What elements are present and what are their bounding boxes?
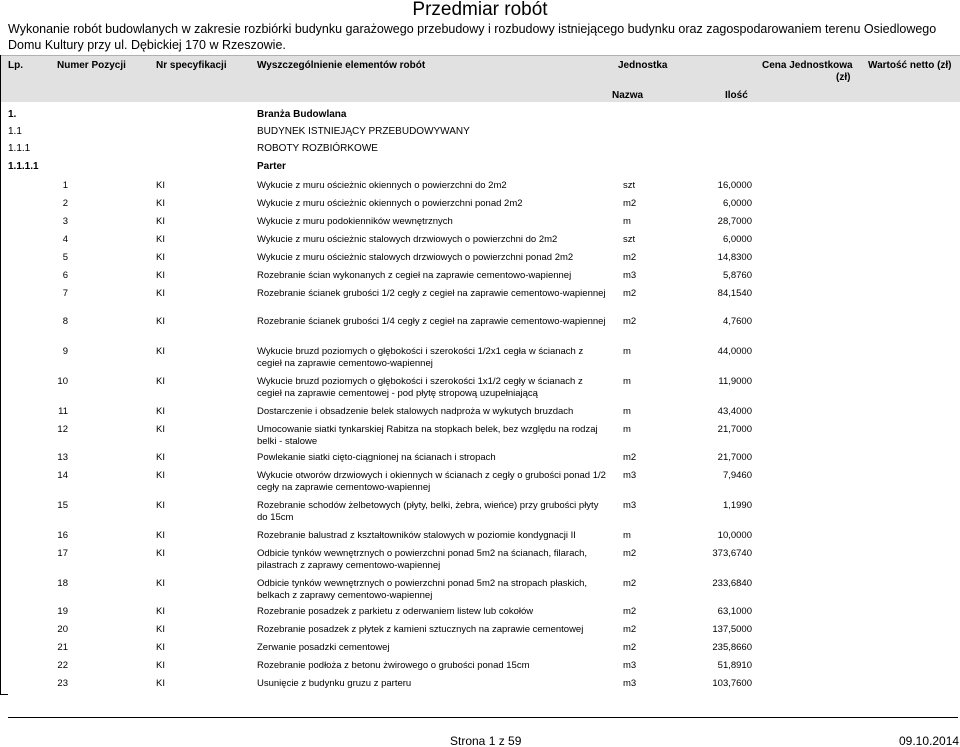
row-quantity: 4,7600 xyxy=(722,316,752,327)
row-lp: 3 xyxy=(62,216,68,227)
row-quantity: 84,1540 xyxy=(717,288,752,299)
header-numer-pozycji: Numer Pozycji xyxy=(57,60,126,71)
print-date: 09.10.2014 xyxy=(899,734,960,747)
row-nr-specyfikacji: KI xyxy=(156,406,165,417)
row-quantity: 1,1990 xyxy=(722,500,752,511)
row-description: Odbicie tynków wewnętrznych o powierzchni ponad 5m2 na ścianach, filarach, pilastrach z zaprawy cementowo-wapiennej xyxy=(257,548,588,571)
row-lp: 14 xyxy=(57,470,68,481)
section-label: Parter xyxy=(257,161,286,172)
row-unit: m3 xyxy=(623,500,637,511)
row-nr-specyfikacji: KI xyxy=(156,500,165,511)
row-lp: 16 xyxy=(57,530,68,541)
row-nr-specyfikacji: KI xyxy=(156,234,165,245)
header-wyszczegolnienie: Wyszczególnienie elementów robót xyxy=(257,60,426,71)
row-lp: 6 xyxy=(62,270,68,281)
row-nr-specyfikacji: KI xyxy=(156,270,165,281)
row-description: Wykucie z muru ościeżnic okiennych o powierzchni ponad 2m2 xyxy=(257,198,523,209)
row-unit: m2 xyxy=(623,548,637,559)
row-lp: 17 xyxy=(57,548,68,559)
row-quantity: 373,6740 xyxy=(712,548,752,559)
row-quantity: 44,0000 xyxy=(717,346,752,357)
header-nr-specyfikacji: Nr specyfikacji xyxy=(156,60,227,71)
row-unit: m2 xyxy=(623,624,637,635)
row-nr-specyfikacji: KI xyxy=(156,606,165,617)
header-jednostka: Jednostka xyxy=(618,60,668,71)
project-description: Wykonanie robót budowlanych w zakresie rozbiórki budynku garażowego przebudowy i rozbudowy istniejącego budynku oraz zagospodarowaniem terenu Osiedlowego Domu Kultury przy ul. Dębickiej 170 w Rzeszowie. xyxy=(8,22,937,52)
row-description: Wykucie z muru ościeżnic okiennych o powierzchni do 2m2 xyxy=(257,180,507,191)
row-quantity: 103,7600 xyxy=(712,678,752,689)
row-quantity: 7,9460 xyxy=(722,470,752,481)
section-label: BUDYNEK ISTNIEJĄCY PRZEBUDOWYWANY xyxy=(257,126,470,137)
row-description: Powlekanie siatki cięto-ciągnionej na ścianach i stropach xyxy=(257,452,496,463)
row-description: Rozebranie posadzek z parkietu z oderwaniem listew lub cokołów xyxy=(257,606,534,617)
row-lp: 8 xyxy=(62,316,68,327)
row-nr-specyfikacji: KI xyxy=(156,642,165,653)
row-unit: m xyxy=(623,406,631,417)
row-nr-specyfikacji: KI xyxy=(156,624,165,635)
row-description: Wykucie bruzd poziomych o głębokości i szerokości 1/2x1 cegła w ścianach z cegieł na zaprawie cementowo-wapiennej xyxy=(257,346,584,369)
row-description: Rozebranie ścian wykonanych z cegieł na zaprawie cementowo-wapiennej xyxy=(257,270,572,281)
row-description: Rozebranie podłoża z betonu żwirowego o grubości ponad 15cm xyxy=(257,660,530,671)
row-lp: 1 xyxy=(62,180,68,191)
row-lp: 23 xyxy=(57,678,68,689)
row-quantity: 137,5000 xyxy=(712,624,752,635)
row-unit: m xyxy=(623,376,631,387)
footer-divider xyxy=(8,717,958,718)
row-nr-specyfikacji: KI xyxy=(156,678,165,689)
row-unit: m xyxy=(623,424,631,435)
row-lp: 18 xyxy=(57,578,68,589)
row-nr-specyfikacji: KI xyxy=(156,530,165,541)
row-nr-specyfikacji: KI xyxy=(156,470,165,481)
row-unit: m3 xyxy=(623,270,637,281)
header-nazwa: Nazwa xyxy=(612,90,644,101)
header-wartosc-netto: Wartość netto (zł) xyxy=(868,60,952,71)
row-quantity: 10,0000 xyxy=(717,530,752,541)
row-description: Rozebranie balustrad z kształtowników stalowych w poziomie kondygnacji II xyxy=(257,530,576,541)
header-ilosc: Ilość xyxy=(725,90,748,101)
section-label: Branża Budowlana xyxy=(257,109,347,120)
row-lp: 11 xyxy=(58,406,68,417)
row-unit: szt xyxy=(623,234,636,245)
row-unit: m3 xyxy=(623,678,637,689)
row-lp: 20 xyxy=(57,624,68,635)
row-nr-specyfikacji: KI xyxy=(156,180,165,191)
section-label: ROBOTY ROZBIÓRKOWE xyxy=(257,143,378,154)
row-unit: szt xyxy=(623,180,636,191)
row-description: Wykucie otworów drzwiowych i okiennych w ścianach z cegły o grubości ponad 1/2 cegły na zaprawie cementowo-wapiennej xyxy=(257,470,606,493)
row-nr-specyfikacji: KI xyxy=(156,346,165,357)
row-quantity: 11,9000 xyxy=(718,376,752,387)
section-number: 1.1 xyxy=(8,126,22,137)
row-quantity: 235,8660 xyxy=(712,642,752,653)
row-description: Rozebranie schodów żelbetowych (płyty, belki, żebra, wieńce) przy grubości płyty do 15cm xyxy=(257,500,599,523)
table-header xyxy=(0,55,960,102)
row-nr-specyfikacji: KI xyxy=(156,548,165,559)
row-description: Usunięcie z budynku gruzu z parteru xyxy=(257,678,412,689)
row-quantity: 5,8760 xyxy=(722,270,752,281)
row-description: Rozebranie ścianek grubości 1/2 cegły z cegieł na zaprawie cementowo-wapiennej xyxy=(257,288,606,299)
row-nr-specyfikacji: KI xyxy=(156,376,165,387)
row-unit: m3 xyxy=(623,660,637,671)
row-description: Wykucie z muru ościeżnic stalowych drzwiowych o powierzchni do 2m2 xyxy=(257,234,558,245)
section-number: 1. xyxy=(8,109,17,120)
row-unit: m2 xyxy=(623,452,637,463)
row-lp: 15 xyxy=(57,500,68,511)
row-description: Odbicie tynków wewnętrznych o powierzchni ponad 5m2 na stropach płaskich, belkach z zaprawy cementowo-wapiennej xyxy=(257,578,588,601)
row-nr-specyfikacji: KI xyxy=(156,216,165,227)
row-quantity: 14,8300 xyxy=(717,252,752,263)
row-lp: 7 xyxy=(62,288,68,299)
row-description: Wykucie z muru ościeżnic stalowych drzwiowych o powierzchni ponad 2m2 xyxy=(257,252,574,263)
row-unit: m2 xyxy=(623,288,637,299)
row-quantity: 233,6840 xyxy=(712,578,752,589)
row-description: Wykucie bruzd poziomych o głębokości i szerokości 1x1/2 cegły w ścianach z cegieł na zaprawie cementowej - pod płytę stropową uzupełniającą xyxy=(257,376,583,399)
row-description: Dostarczenie i obsadzenie belek stalowych nadproża w wykutych bruzdach xyxy=(257,406,574,417)
row-unit: m2 xyxy=(623,578,637,589)
row-unit: m xyxy=(623,216,631,227)
header-lp: Lp. xyxy=(8,60,23,71)
row-description: Rozebranie posadzek z płytek z kamieni sztucznych na zaprawie cementowej xyxy=(257,624,584,635)
row-nr-specyfikacji: KI xyxy=(156,424,165,435)
row-unit: m2 xyxy=(623,642,637,653)
row-lp: 22 xyxy=(57,660,68,671)
row-quantity: 28,7000 xyxy=(717,216,752,227)
row-unit: m2 xyxy=(623,252,637,263)
row-lp: 10 xyxy=(57,376,68,387)
row-unit: m2 xyxy=(623,198,637,209)
page-number: Strona 1 z 59 xyxy=(450,734,522,747)
row-quantity: 51,8910 xyxy=(717,660,752,671)
row-description: Zerwanie posadzki cementowej xyxy=(257,642,390,653)
row-lp: 19 xyxy=(57,606,68,617)
page-frame xyxy=(0,694,8,695)
row-quantity: 6,0000 xyxy=(722,234,752,245)
header-cena-unit: (zł) xyxy=(836,72,851,83)
row-quantity: 6,0000 xyxy=(722,198,752,209)
row-nr-specyfikacji: KI xyxy=(156,660,165,671)
row-unit: m xyxy=(623,346,631,357)
row-unit: m2 xyxy=(623,606,637,617)
row-lp: 12 xyxy=(57,424,68,435)
row-unit: m3 xyxy=(623,470,637,481)
row-quantity: 21,7000 xyxy=(717,424,752,435)
row-unit: m2 xyxy=(623,316,637,327)
row-nr-specyfikacji: KI xyxy=(156,452,165,463)
section-number: 1.1.1.1 xyxy=(8,161,39,172)
row-nr-specyfikacji: KI xyxy=(156,198,165,209)
row-lp: 21 xyxy=(57,642,68,653)
row-description: Umocowanie siatki tynkarskiej Rabitza na stopkach belek, bez względu na rodzaj belki - stalowe xyxy=(257,424,598,447)
header-cena-jednostkowa: Cena Jednostkowa xyxy=(762,60,853,71)
section-number: 1.1.1 xyxy=(8,143,31,154)
row-quantity: 21,7000 xyxy=(717,452,752,463)
row-lp: 9 xyxy=(62,346,68,357)
row-nr-specyfikacji: KI xyxy=(156,252,165,263)
row-lp: 2 xyxy=(62,198,68,209)
row-description: Rozebranie ścianek grubości 1/4 cegły z cegieł na zaprawie cementowo-wapiennej xyxy=(257,316,606,327)
row-unit: m xyxy=(623,530,631,541)
row-quantity: 16,0000 xyxy=(717,180,752,191)
row-nr-specyfikacji: KI xyxy=(156,578,165,589)
row-description: Wykucie z muru podokienników wewnętrznych xyxy=(257,216,453,227)
row-lp: 13 xyxy=(57,452,68,463)
row-nr-specyfikacji: KI xyxy=(156,316,165,327)
page-title: Przedmiar robót xyxy=(412,0,548,20)
row-nr-specyfikacji: KI xyxy=(156,288,165,299)
row-quantity: 43,4000 xyxy=(717,406,752,417)
row-quantity: 63,1000 xyxy=(717,606,752,617)
page-frame xyxy=(0,55,1,694)
row-lp: 5 xyxy=(62,252,68,263)
row-lp: 4 xyxy=(62,234,68,245)
